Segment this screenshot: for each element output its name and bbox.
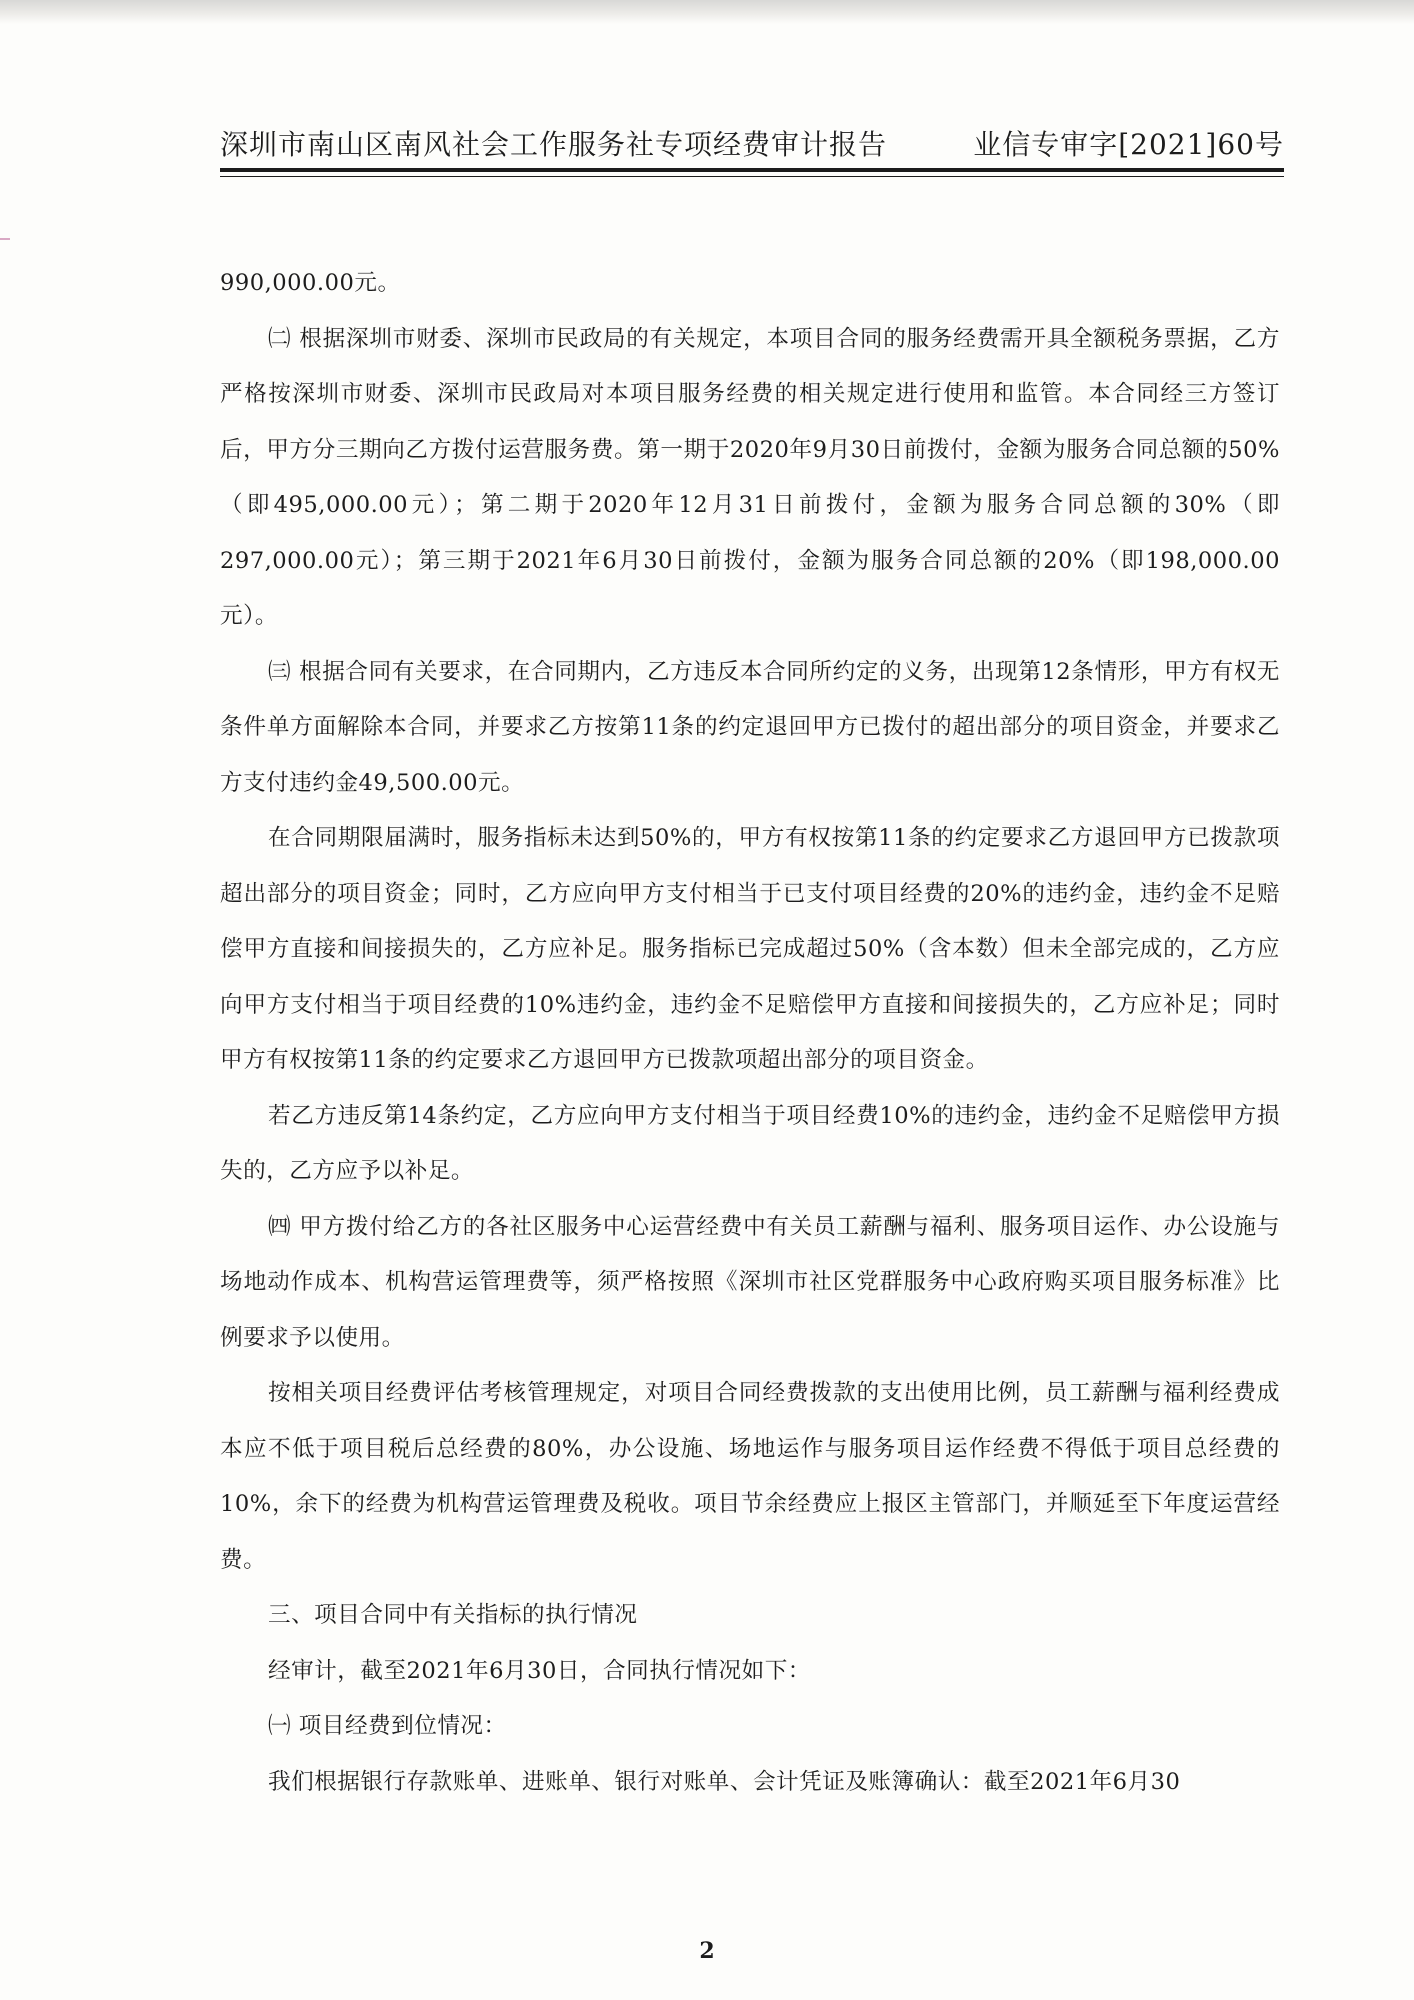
paragraph-2-payment-terms: ㈡ 根据深圳市财委、深圳市民政局的有关规定，本项目合同的服务经费需开具全额税务票据，乙方严格按深圳市财委、深圳市民政局对本项目服务经费的相关规定进行使用和监管。本合同经三方签订后，甲方分三期向乙方拨付运营服务费。第一期于2020年9月30日前拨付，金额为服务合同总额的50%（即495,000.00元）；第二期于2020年12月31日前拨付，金额为服务合同总额的30%（即297,000.00元）；第三期于2021年6月30日前拨付，金额为服务合同总额的20%（即198,000.00元）。	[220, 325, 1280, 629]
paragraph-service-indicator-penalty: 在合同期限届满时，服务指标未达到50%的，甲方有权按第11条的约定要求乙方退回甲方已拨款项超出部分的项目资金；同时，乙方应向甲方支付相当于已支付项目经费的20%的违约金，违约金不足赔偿甲方直接和间接损失的，乙方应补足。服务指标已完成超过50%（含本数）但未全部完成的，乙方应向甲方支付相当于项目经费的10%违约金，违约金不足赔偿甲方直接和间接损失的，乙方应补足；同时甲方有权按第11条的约定要求乙方退回甲方已拨款项超出部分的项目资金。	[220, 825, 1280, 1073]
body-text	[220, 256, 1280, 1810]
subsection-heading-1: ㈠ 项目经费到位情况：	[268, 1713, 507, 1739]
paragraph-4-funding-usage: ㈣ 甲方拨付给乙方的各社区服务中心运营经费中有关员工薪酬与福利、服务项目运作、办公设施与场地动作成本、机构营运管理费等，须严格按照《深圳市社区党群服务中心政府购买项目服务标准》比例要求予以使用。	[220, 1213, 1280, 1351]
header-rule	[220, 176, 1284, 177]
paragraph-bank-confirmation: 我们根据银行存款账单、进账单、银行对账单、会计凭证及账簿确认：截至2021年6月30	[268, 1768, 1181, 1795]
running-header	[220, 128, 1284, 172]
page-number: 2	[699, 1938, 715, 1964]
paragraph-amount-continuation: 990,000.00元。	[220, 270, 401, 296]
paragraph-audit-intro: 经审计，截至2021年6月30日，合同执行情况如下：	[268, 1657, 811, 1684]
report-reference-number: 业信专审字[2021]60号	[973, 128, 1284, 161]
paragraph-expenditure-ratio: 按相关项目经费评估考核管理规定，对项目合同经费拨款的支出使用比例，员工薪酬与福利经费成本应不低于项目税后总经费的80%，办公设施、场地运作与服务项目运作经费不得低于项目总经费的10%，余下的经费为机构营运管理费及税收。项目节余经费应上报区主管部门，并顺延至下年度运营经费。	[220, 1380, 1280, 1573]
paragraph-article-14-penalty: 若乙方违反第14条约定，乙方应向甲方支付相当于项目经费10%的违约金，违约金不足赔偿甲方损失的，乙方应予以补足。	[220, 1102, 1280, 1184]
section-heading-3: 三、项目合同中有关指标的执行情况	[268, 1602, 638, 1628]
report-title: 深圳市南山区南风社会工作服务社专项经费审计报告	[220, 128, 888, 161]
paragraph-3-breach-terms: ㈢ 根据合同有关要求，在合同期内，乙方违反本合同所约定的义务，出现第12条情形，甲方有权无条件单方面解除本合同，并要求乙方按第11条的约定退回甲方已拨付的超出部分的项目资金，并要求乙方支付违约金49,500.00元。	[220, 658, 1280, 796]
